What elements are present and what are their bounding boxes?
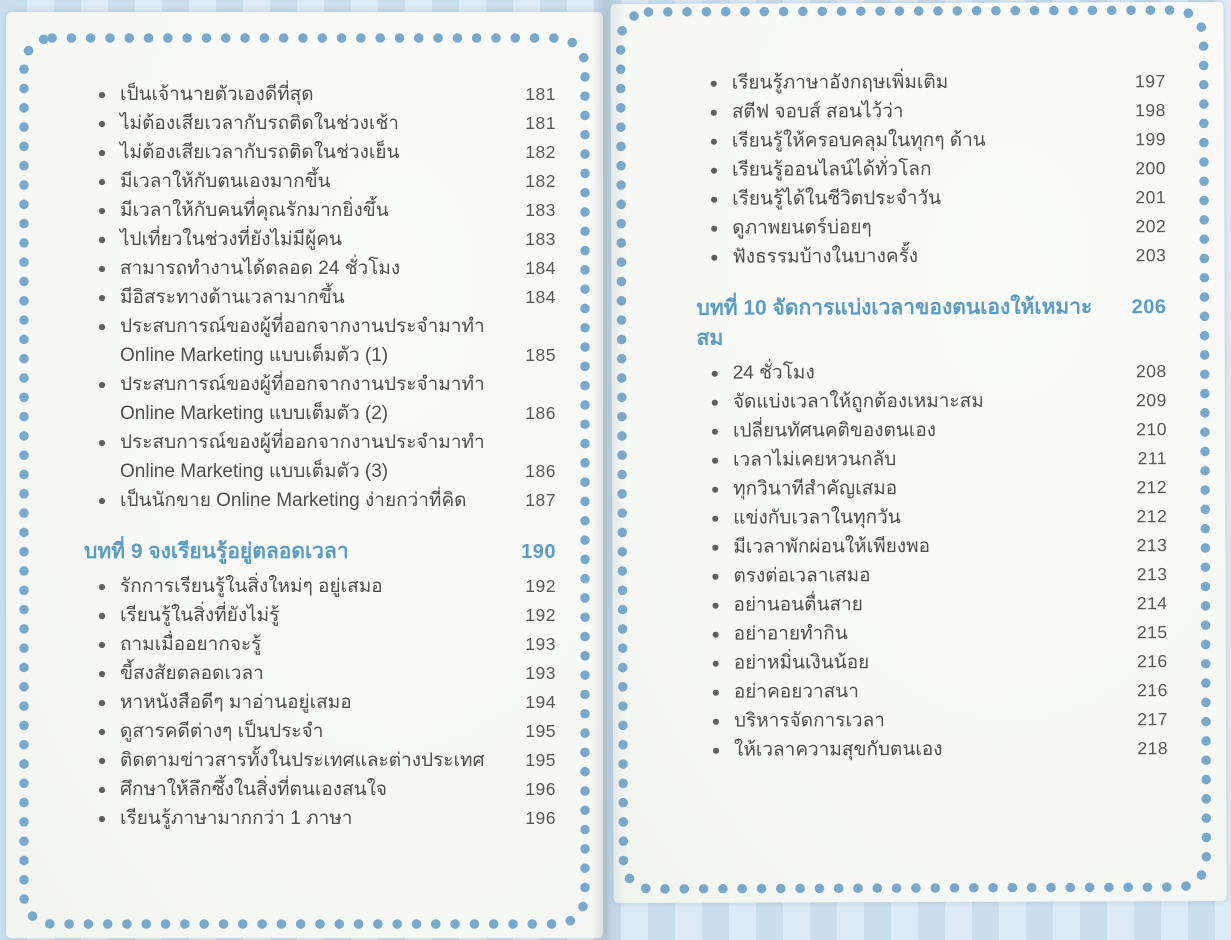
toc-item-text: [734, 647, 1122, 677]
bullet-icon: [96, 804, 120, 822]
toc-item-page: 186: [525, 461, 556, 481]
toc-item-page: 216: [1136, 651, 1168, 672]
toc-item-page: 210: [1136, 419, 1167, 440]
toc-item-page: 203: [1135, 245, 1167, 266]
toc-item: [96, 630, 556, 659]
bullet-icon: [710, 620, 734, 638]
toc-item-page: 192: [525, 605, 556, 625]
bullet-icon: [96, 254, 120, 272]
toc-item-line: บริหารจัดการเวลา: [733, 710, 885, 732]
toc-item-text: [733, 415, 1121, 445]
toc-item-page: 198: [1135, 100, 1166, 121]
bullet-icon: [709, 562, 733, 580]
bullet-icon: [708, 127, 732, 145]
toc-item: [96, 746, 556, 775]
toc-item-line: ไปเที่ยวในช่วงที่ยังไม่มีผู้คน: [120, 229, 342, 250]
bullet-icon: [96, 109, 120, 127]
toc-item-text: [733, 386, 1121, 416]
toc-item-page: 214: [1136, 593, 1168, 614]
toc-item-page: 200: [1135, 158, 1167, 179]
toc-item-line: ไม่ต้องเสียเวลากับรถติดในช่วงเช้า: [120, 113, 399, 134]
toc-item-text: [120, 601, 510, 630]
toc-item: [96, 486, 556, 515]
chapter-page-number: 190: [521, 541, 556, 563]
bullet-icon: [709, 475, 733, 493]
toc-item-page: 211: [1137, 448, 1168, 469]
toc-item-line: ติดตามข่าวสารทั้งในประเทศและต่างประเทศ: [120, 750, 485, 771]
toc-item-line: มีเวลาให้กับตนเองมากขึ้น: [120, 171, 331, 192]
toc-item-text: [120, 109, 510, 138]
toc-item-line: เรียนรู้ภาษาอังกฤษเพิ่มเติม: [731, 71, 949, 94]
toc-item: [710, 676, 1168, 707]
bullet-icon: [709, 446, 733, 464]
chapter-page-number: 206: [1131, 296, 1167, 319]
bullet-icon: [710, 707, 734, 725]
toc-item-line: ทุกวินาทีสำคัญเสมอ: [733, 478, 898, 500]
toc-item-text: [732, 241, 1120, 271]
toc-item: [708, 125, 1166, 156]
toc-item-text: [734, 618, 1122, 648]
toc-item-page: 184: [525, 287, 556, 307]
toc-item-page: 212: [1136, 506, 1168, 527]
toc-item-line: จัดแบ่งเวลาให้ถูกต้องเหมาะสม: [732, 390, 984, 413]
toc-item: [708, 212, 1166, 243]
toc-item-text: [734, 734, 1122, 764]
toc-item: [96, 688, 556, 717]
toc-item-text: [732, 67, 1120, 97]
toc-item-text: [733, 502, 1121, 532]
toc-item-line: ประสบการณ์ของผู้ที่ออกจากงานประจำมาทำ: [120, 316, 485, 337]
toc-item-page: 212: [1136, 477, 1168, 498]
toc-item-page: 202: [1135, 216, 1167, 237]
bullet-icon: [96, 630, 120, 648]
toc-item-page: 193: [525, 663, 556, 683]
toc-item-text: [120, 225, 510, 254]
toc-item-line: เป็นเจ้านายตัวเองดีที่สุด: [120, 84, 314, 105]
toc-item-line: เปลี่ยนทัศนคติของตนเอง: [732, 419, 937, 442]
toc-item: [96, 312, 556, 370]
bullet-icon: [96, 283, 120, 301]
toc-item-page: 216: [1137, 680, 1168, 701]
bullet-icon: [96, 688, 120, 706]
toc-item-line-continued: Online Marketing แบบเต็มตัว (1): [120, 345, 389, 366]
toc-item-page: 213: [1136, 535, 1168, 556]
bullet-icon: [708, 98, 732, 116]
toc-item-page: 215: [1136, 622, 1168, 643]
toc-item-text: [732, 212, 1120, 242]
toc-item-line: อย่านอนตื่นสาย: [733, 594, 863, 616]
bullet-icon: [710, 678, 734, 696]
toc-item: [708, 154, 1166, 185]
toc-item: [96, 428, 556, 486]
toc-item-text: [120, 167, 510, 196]
toc-item-text: [120, 486, 510, 515]
toc-item-line: สามารถทำงานได้ตลอด 24 ชั่วโมง: [120, 258, 401, 279]
toc-item-line: มีเวลาพักผ่อนให้เพียงพอ: [733, 535, 931, 558]
bullet-icon: [709, 504, 733, 522]
toc-item-page: 181: [525, 113, 556, 133]
bullet-icon: [96, 601, 120, 619]
bullet-icon: [96, 659, 120, 677]
toc-list-left: [84, 80, 556, 833]
toc-item-page: 192: [525, 576, 556, 596]
bullet-icon: [96, 138, 120, 156]
toc-item-text: [734, 676, 1122, 706]
toc-item-page: 182: [525, 142, 556, 162]
toc-item: [96, 138, 556, 167]
toc-item-text: [120, 138, 510, 167]
toc-item-line: มีอิสระทางด้านเวลามากขึ้น: [120, 287, 345, 308]
toc-item-line: ประสบการณ์ของผู้ที่ออกจากงานประจำมาทำ: [120, 432, 485, 453]
toc-item-text: [120, 775, 510, 804]
toc-item-text: [733, 444, 1121, 474]
toc-item-text: [733, 560, 1121, 590]
toc-item-text: [120, 746, 510, 775]
toc-item: [708, 96, 1166, 127]
bullet-icon: [708, 185, 732, 203]
toc-item-line: ไม่ต้องเสียเวลากับรถติดในช่วงเย็น: [120, 142, 400, 163]
bullet-icon: [708, 214, 732, 232]
toc-item-line: เวลาไม่เคยหวนกลับ: [732, 449, 897, 471]
toc-item-line: ให้เวลาความสุขกับตนเอง: [734, 738, 943, 761]
toc-item: [96, 601, 556, 630]
toc-item-page: 195: [525, 721, 556, 741]
toc-item: [96, 572, 556, 601]
book-page-left: [6, 12, 603, 938]
toc-item-page: 183: [525, 229, 556, 249]
toc-item: [709, 531, 1167, 562]
toc-item-text: [733, 531, 1121, 561]
bullet-icon: [96, 370, 120, 388]
toc-item-text: [120, 717, 510, 746]
toc-item-text: [732, 183, 1120, 213]
bullet-icon: [96, 486, 120, 504]
toc-item: [710, 647, 1168, 678]
toc-item-text: [120, 804, 510, 833]
bullet-icon: [96, 717, 120, 735]
toc-item-text: [120, 572, 510, 601]
toc-item: [96, 659, 556, 688]
toc-item-text: [120, 196, 510, 225]
toc-item-line: แข่งกับเวลาในทุกวัน: [733, 507, 901, 529]
bullet-icon: [96, 225, 120, 243]
toc-item-line: รักการเรียนรู้ในสิ่งใหม่ๆ อยู่เสมอ: [120, 576, 383, 597]
toc-item-line: เรียนรู้ให้ครอบคลุมในทุกๆ ด้าน: [731, 129, 986, 152]
toc-item-line: เป็นนักขาย Online Marketing ง่ายกว่าที่คิด: [120, 490, 467, 511]
toc-item-page: 208: [1135, 361, 1167, 382]
toc-item: [709, 589, 1167, 620]
toc-item-page: 217: [1137, 709, 1168, 730]
toc-item-page: 197: [1134, 71, 1166, 92]
bullet-icon: [96, 775, 120, 793]
toc-item: [96, 717, 556, 746]
bullet-icon: [709, 591, 733, 609]
toc-item-page: 209: [1136, 390, 1167, 411]
bullet-icon: [96, 312, 120, 330]
bullet-icon: [708, 243, 732, 261]
toc-item-line: หาหนังสือดีๆ มาอ่านอยู่เสมอ: [120, 692, 352, 713]
toc-item-page: 181: [525, 84, 556, 104]
toc-item: [709, 386, 1167, 417]
bullet-icon: [96, 428, 120, 446]
toc-item-line: อย่าอายทำกิน: [733, 623, 848, 645]
chapter-heading: [84, 537, 556, 567]
toc-item: [96, 775, 556, 804]
bullet-icon: [96, 80, 120, 98]
toc-item: [708, 183, 1166, 214]
toc-item: [708, 67, 1166, 98]
toc-item-page: 182: [525, 171, 556, 191]
bullet-icon: [96, 746, 120, 764]
toc-item-text: [120, 312, 510, 370]
toc-item-text: [732, 125, 1120, 155]
toc-item-line-continued: Online Marketing แบบเต็มตัว (2): [120, 403, 389, 424]
bullet-icon: [96, 572, 120, 590]
toc-item-text: [120, 283, 510, 312]
toc-item: [710, 705, 1168, 736]
toc-item-page: 218: [1137, 738, 1169, 759]
toc-list-right: [696, 67, 1169, 765]
bullet-icon: [709, 359, 733, 377]
chapter-title: บทที่ 10 จัดการแบ่งเวลาของตนเองให้เหมาะสม: [696, 295, 1093, 350]
toc-item-line: ขี้สงสัยตลอดเวลา: [120, 663, 264, 684]
toc-item-page: 186: [525, 403, 556, 423]
toc-item: [710, 618, 1168, 649]
toc-item-line: เรียนรู้ได้ในชีวิตประจำวัน: [732, 187, 942, 210]
toc-item-line: เรียนรู้ภาษามากกว่า 1 ภาษา: [120, 808, 353, 829]
toc-item: [96, 804, 556, 833]
toc-item-line: ดูสารคดีต่างๆ เป็นประจำ: [120, 721, 324, 742]
bullet-icon: [709, 388, 733, 406]
toc-item-page: 194: [525, 692, 556, 712]
toc-item: [710, 734, 1168, 765]
toc-item-line: เรียนรู้ในสิ่งที่ยังไม่รู้: [120, 605, 280, 626]
toc-item-line: สตีฟ จอบส์ สอนไว้ว่า: [731, 101, 904, 123]
chapter-heading: [696, 292, 1166, 354]
toc-item-text: [733, 589, 1121, 619]
toc-item-text: [734, 705, 1122, 735]
toc-item-line: ดูภาพยนตร์บ่อยๆ: [732, 217, 872, 239]
toc-item-line: ฟังธรรมบ้างในบางครั้ง: [732, 246, 919, 268]
toc-item-page: 187: [525, 490, 556, 510]
toc-item-text: [120, 254, 510, 283]
toc-item-text: [733, 473, 1121, 503]
toc-item: [709, 473, 1167, 504]
toc-item-line: ตรงต่อเวลาเสมอ: [733, 565, 871, 587]
toc-item-line: เรียนรู้ออนไลน์ได้ทั่วโลก: [731, 158, 932, 181]
toc-item-line: อย่าคอยวาสนา: [733, 681, 859, 703]
toc-item-page: 193: [525, 634, 556, 654]
bullet-icon: [710, 736, 734, 754]
toc-item-line: ประสบการณ์ของผู้ที่ออกจากงานประจำมาทำ: [120, 374, 485, 395]
toc-item-page: 183: [525, 200, 556, 220]
bullet-icon: [96, 196, 120, 214]
bullet-icon: [710, 649, 734, 667]
toc-item: [709, 502, 1167, 533]
toc-item-line: ศึกษาให้ลึกซึ้งในสิ่งที่ตนเองสนใจ: [120, 779, 388, 800]
toc-item-text: [732, 96, 1120, 126]
toc-item-page: 184: [525, 258, 556, 278]
toc-item: [96, 167, 556, 196]
bullet-icon: [708, 69, 732, 87]
bullet-icon: [709, 417, 733, 435]
toc-item-line: 24 ชั่วโมง: [732, 362, 815, 384]
toc-item: [96, 225, 556, 254]
toc-item: [709, 357, 1167, 388]
toc-item: [96, 196, 556, 225]
toc-item: [96, 254, 556, 283]
toc-item-line: ถามเมื่ออยากจะรู้: [120, 634, 262, 655]
toc-item: [96, 109, 556, 138]
toc-item-page: 213: [1136, 564, 1168, 585]
toc-item-page: 195: [525, 750, 556, 770]
toc-item: [709, 560, 1167, 591]
bullet-icon: [709, 533, 733, 551]
toc-item: [708, 241, 1166, 272]
bullet-icon: [96, 167, 120, 185]
toc-item-text: [120, 80, 510, 109]
toc-item-text: [120, 688, 510, 717]
toc-item-text: [732, 154, 1120, 184]
toc-item-text: [120, 659, 510, 688]
chapter-title: บทที่ 9 จงเรียนรู้อยู่ตลอดเวลา: [84, 540, 349, 563]
toc-item: [96, 283, 556, 312]
bullet-icon: [708, 156, 732, 174]
toc-item-page: 196: [525, 779, 556, 799]
toc-item: [96, 80, 556, 109]
toc-item: [709, 415, 1167, 446]
toc-item-text: [120, 370, 510, 428]
toc-item: [709, 444, 1167, 475]
toc-item-page: 199: [1135, 129, 1166, 150]
toc-item-page: 196: [525, 808, 556, 828]
toc-item-text: [120, 630, 510, 659]
toc-item-text: [733, 357, 1121, 387]
toc-item: [96, 370, 556, 428]
toc-item-page: 201: [1135, 187, 1167, 208]
toc-item-line: มีเวลาให้กับคนที่คุณรักมากยิ่งขึ้น: [120, 200, 389, 221]
toc-item-line: อย่าหมิ่นเงินน้อย: [733, 652, 870, 674]
toc-item-page: 185: [525, 345, 556, 365]
toc-item-line-continued: Online Marketing แบบเต็มตัว (3): [120, 461, 389, 482]
book-page-right: [610, 2, 1226, 903]
toc-item-text: [120, 428, 510, 486]
